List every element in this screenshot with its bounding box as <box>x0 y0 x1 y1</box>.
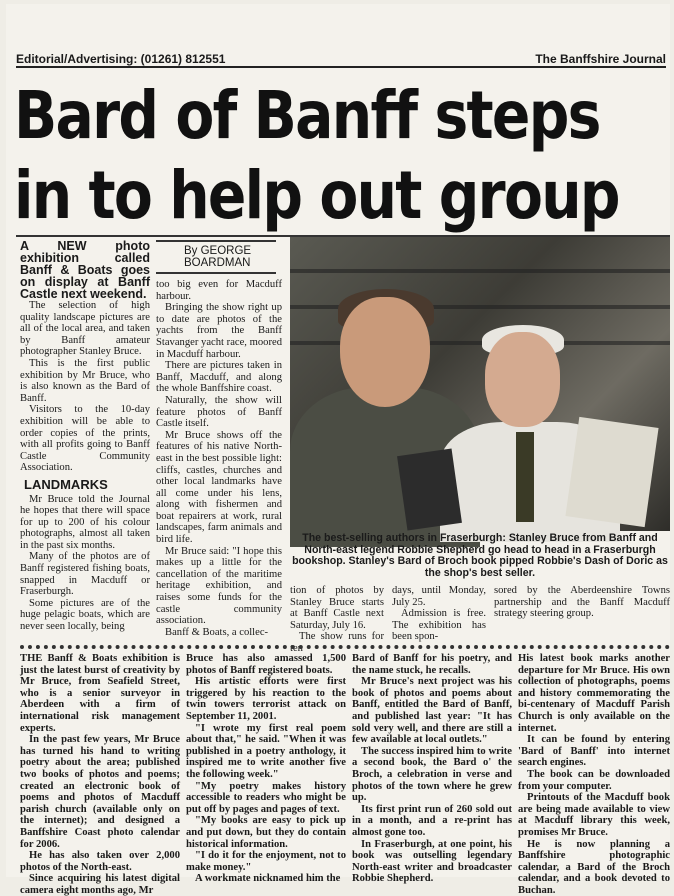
article-column-5 <box>494 585 670 620</box>
byline-rule <box>156 240 276 242</box>
stanley-bruce-face <box>340 297 430 407</box>
paragraph: Many of the photos are of Banff registered fishing boats, snapped in Macduff or Fraserburgh. <box>20 551 150 597</box>
paragraph: "I do it for the enjoyment, not to make money." <box>186 850 346 873</box>
headline-line-2: in to help out group <box>14 156 582 236</box>
byline-line-1: By GEORGE <box>184 245 282 257</box>
photo-caption: The best-selling authors in Fraserburgh: Stanley Bruce from Banff and North-east legend Robbie Shepherd go head to head in a Fraserburgh bookshop. Stanley's Bard of Broch book pipped Robbie's Dash of Doric as the shop's best seller. <box>290 533 670 579</box>
paragraph: "My poetry makes history accessible to readers who might be put off by pages and pages of text. <box>186 781 346 816</box>
bottom-column-1 <box>20 653 180 896</box>
paragraph: A workmate nicknamed him the <box>186 873 346 885</box>
bottom-column-2 <box>186 653 346 885</box>
subheading-landmarks: LANDMARKS <box>24 479 150 491</box>
byline <box>184 245 282 269</box>
paragraph: Its first print run of 260 sold out in a month, and a re-print has almost gone too. <box>352 804 512 839</box>
headline-line-1: Bard of Banff steps <box>14 76 582 156</box>
paragraph: Bringing the show right up to date are photos of the yachts from the Banff Stavanger yacht race, moored in Macduff harbour. <box>156 302 282 360</box>
paragraph: sored by the Aberdeenshire Towns partnership and the Banff Macduff strategy steering group. <box>494 585 670 620</box>
paragraph: days, until Monday, July 25. <box>392 585 486 608</box>
paragraph: This is the first public exhibition by Mr Bruce, who is also known as the Bard of Banff. <box>20 358 150 404</box>
paragraph: His latest book marks another departure for Mr Bruce. His own collection of photographs, poems and history commemorating the bi-centenary of Macduff Parish Church is only available on the internet. <box>518 653 670 734</box>
paragraph: In Fraserburgh, at one point, his book was outselling legendary North-east writer and broadcaster Robbie Shepherd. <box>352 839 512 885</box>
intro-paragraph: A NEW photo exhibition called Banff & Boats goes on display at Banff Castle next weekend. <box>20 240 150 300</box>
paragraph: The show runs for ten <box>290 631 384 654</box>
article-column-2 <box>156 240 282 638</box>
paragraph: Mr Bruce's next project was his book of photos and poems about Banff, entitled the Bard of Banff, and published last year: "It has sold very well, and there are still a few available at local outlets." <box>352 676 512 746</box>
paragraph: Visitors to the 10-day exhibition will be able to order copies of the prints, with all profits going to Banff Castle Community Association. <box>20 404 150 474</box>
bottom-column-3 <box>352 653 512 885</box>
section-divider <box>20 645 670 651</box>
article-column-1 <box>20 240 150 633</box>
authors-photo <box>290 237 670 531</box>
paragraph: There are pictures taken in Banff, Macduff, and along the whole Banffshire coast. <box>156 360 282 395</box>
paragraph: Bard of Banff for his poetry, and the name stuck, he recalls. <box>352 653 512 676</box>
robbie-shepherd-face <box>485 332 560 427</box>
paragraph: It can be found by entering 'Bard of Banff' into internet search engines. <box>518 734 670 769</box>
publication-name: The Banffshire Journal <box>535 52 666 66</box>
byline-line-2: BOARDMAN <box>184 257 282 269</box>
headline <box>14 76 582 236</box>
paragraph: "My books are easy to pick up and put down, but they do contain historical information. <box>186 815 346 850</box>
paragraph: Admission is free. The exhibition has been spon- <box>392 608 486 643</box>
article-column-4 <box>392 585 486 643</box>
paragraph: The selection of high quality landscape pictures are all of the local area, and taken by Banff amateur photographer Stanley Bruce. <box>20 300 150 358</box>
editorial-phone: Editorial/Advertising: (01261) 812551 <box>16 52 225 66</box>
book-dash-of-doric <box>397 449 462 531</box>
paragraph: The success inspired him to write a second book, the Bard o' the Broch, a celebration in verse and photos of the town where he grew up. <box>352 746 512 804</box>
paragraph: Mr Bruce told the Journal he hopes that there will space for up to 200 of his colour photographs, almost all taken in the past six months. <box>20 494 150 552</box>
paragraph: Since acquiring his latest digital camera eight months ago, Mr <box>20 873 180 896</box>
book-bard-of-broch <box>565 417 658 527</box>
paragraph: too big even for Macduff harbour. <box>156 279 282 302</box>
paragraph: tion of photos by Stanley Bruce starts at Banff Castle next Saturday, July 16. <box>290 585 384 631</box>
byline-rule <box>156 272 276 274</box>
paragraph: Printouts of the Macduff book are being made available to view at Macduff library this week, promises Mr Bruce. <box>518 792 670 838</box>
paragraph: THE Banff & Boats exhibition is just the latest burst of creativity by Mr Bruce, from Seafield Street, who is a senior surveyor in Aberdeen with a firm of international risk management experts. <box>20 653 180 734</box>
bottom-column-4 <box>518 653 670 896</box>
paragraph: Mr Bruce shows off the features of his native North-east in the best possible light: cliffs, castles, churches and other local landmarks have all come under his lens, along with fishermen and boat repairers at work, rural landscapes, farm animals and bird life. <box>156 430 282 546</box>
page-header <box>16 50 666 68</box>
paragraph: He has also taken over 2,000 photos of the North-east. <box>20 850 180 873</box>
newspaper-page <box>6 4 670 877</box>
paragraph: He is now planning a Banffshire photographic calendar, a Bard of the Broch calendar, and a book devoted to Buchan. <box>518 839 670 896</box>
paragraph: Mr Bruce said: "I hope this makes up a little for the cancellation of the maritime heritage exhibition, and raises some funds for the castle community association. <box>156 546 282 627</box>
paragraph: "I wrote my first real poem about that," he said. "When it was published in a poetry anthology, it inspired me to write another five the following week." <box>186 723 346 781</box>
paragraph: Some pictures are of the huge pelagic boats, which are never seen locally, being <box>20 598 150 633</box>
paragraph: Banff & Boats, a collec- <box>156 627 282 639</box>
paragraph: The book can be downloaded from your computer. <box>518 769 670 792</box>
paragraph: His artistic efforts were first triggered by his reaction to the twin towers terrorist attack on September 11, 2001. <box>186 676 346 722</box>
paragraph: Naturally, the show will feature photos of Banff Castle itself. <box>156 395 282 430</box>
paragraph: In the past few years, Mr Bruce has turned his hand to writing poetry about the area; published two books of photos and poems; created an electronic book of poems and photos of Macduff parish church (available only on the internet); and designed a Banffshire Coast photo calendar for 2006. <box>20 734 180 850</box>
paragraph: Bruce has also amassed 1,500 photos of Banff registered boats. <box>186 653 346 676</box>
